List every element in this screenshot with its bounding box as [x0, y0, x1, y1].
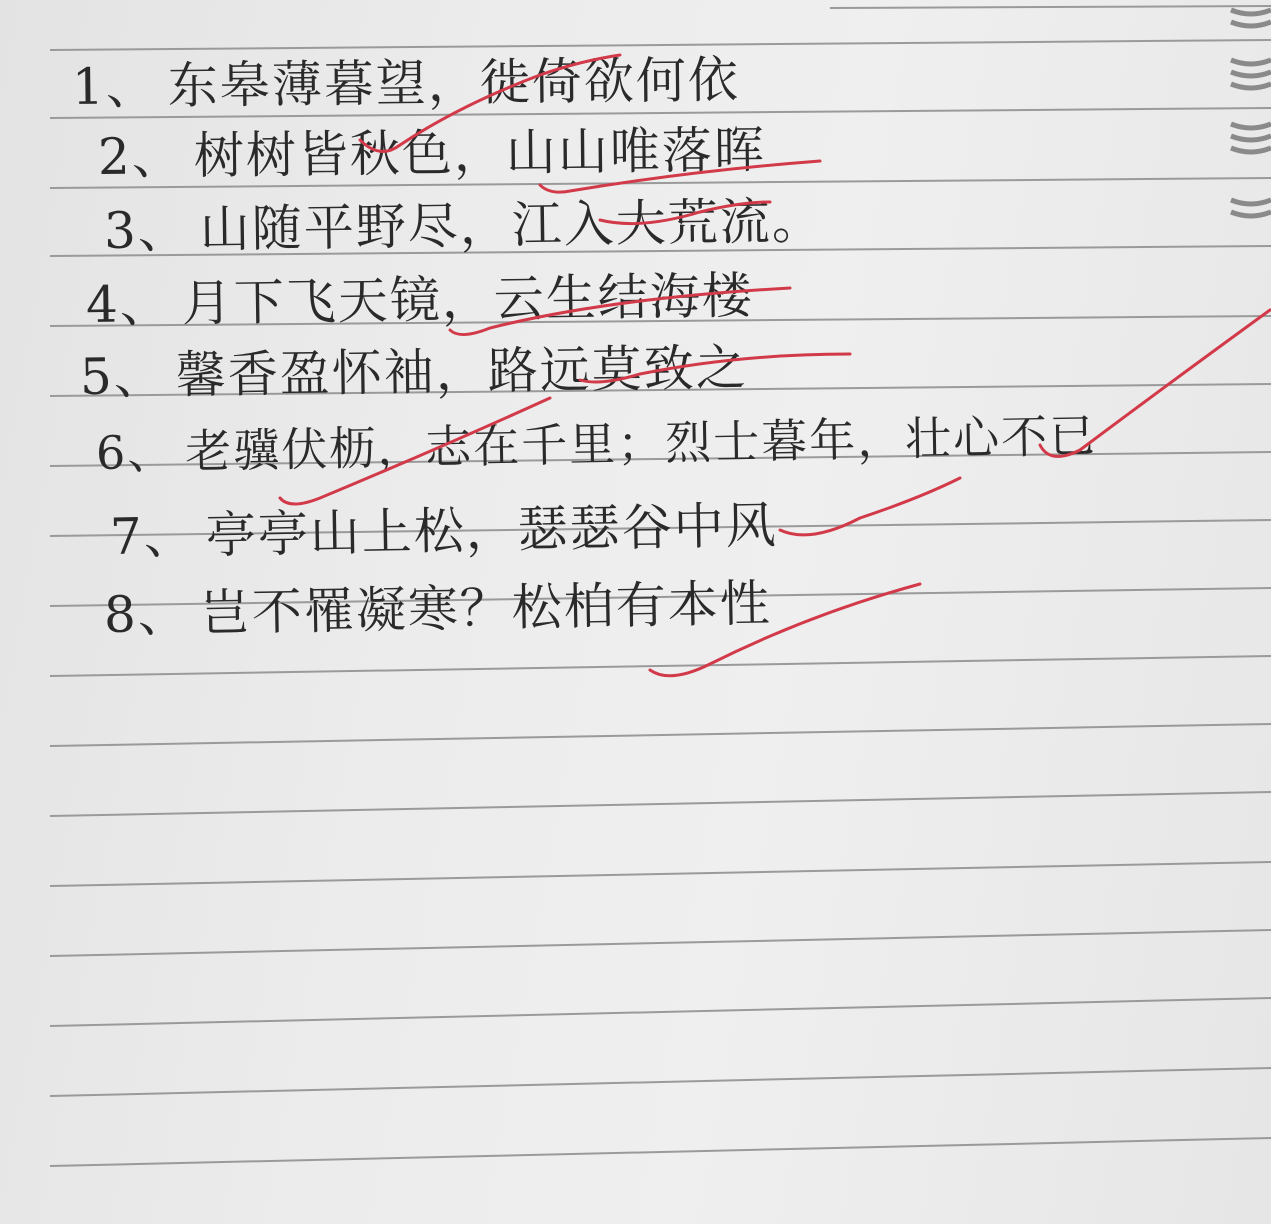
- line-number: 8、: [103, 584, 191, 644]
- line-text: 岂不罹凝寒？松柏有本性: [199, 574, 773, 643]
- line-number: 1、: [71, 57, 159, 116]
- line-text: 树树皆秋色，山山唯落晖: [193, 121, 767, 185]
- line-number: 6、: [95, 424, 176, 480]
- line-number: 3、: [103, 200, 191, 260]
- line-text: 馨香盈怀袖，路远莫致之: [175, 338, 749, 405]
- poem-line-1: [71, 51, 741, 116]
- poem-line-2: [97, 121, 767, 186]
- line-text: 月下飞天镜，云生结海楼: [181, 266, 755, 333]
- line-number: 2、: [97, 127, 185, 186]
- poem-line-7: [109, 496, 779, 566]
- line-number: 7、: [109, 506, 197, 566]
- line-number: 4、: [85, 274, 173, 334]
- line-number: 5、: [79, 346, 167, 406]
- line-text: 老骥伏枥，志在千里；烈士暮年，壮心不已: [184, 408, 1098, 479]
- line-text: 山随平野尽，江入大荒流。: [199, 191, 825, 259]
- line-text: 亭亭山上松，瑟瑟谷中风: [205, 496, 779, 565]
- poem-line-3: [103, 191, 825, 260]
- poem-line-6: [95, 408, 1098, 480]
- poem-line-8: [103, 574, 773, 644]
- line-text: 东皋薄暮望，徙倚欲何依: [167, 51, 741, 115]
- poem-line-5: [79, 338, 749, 406]
- poem-line-4: [85, 266, 755, 334]
